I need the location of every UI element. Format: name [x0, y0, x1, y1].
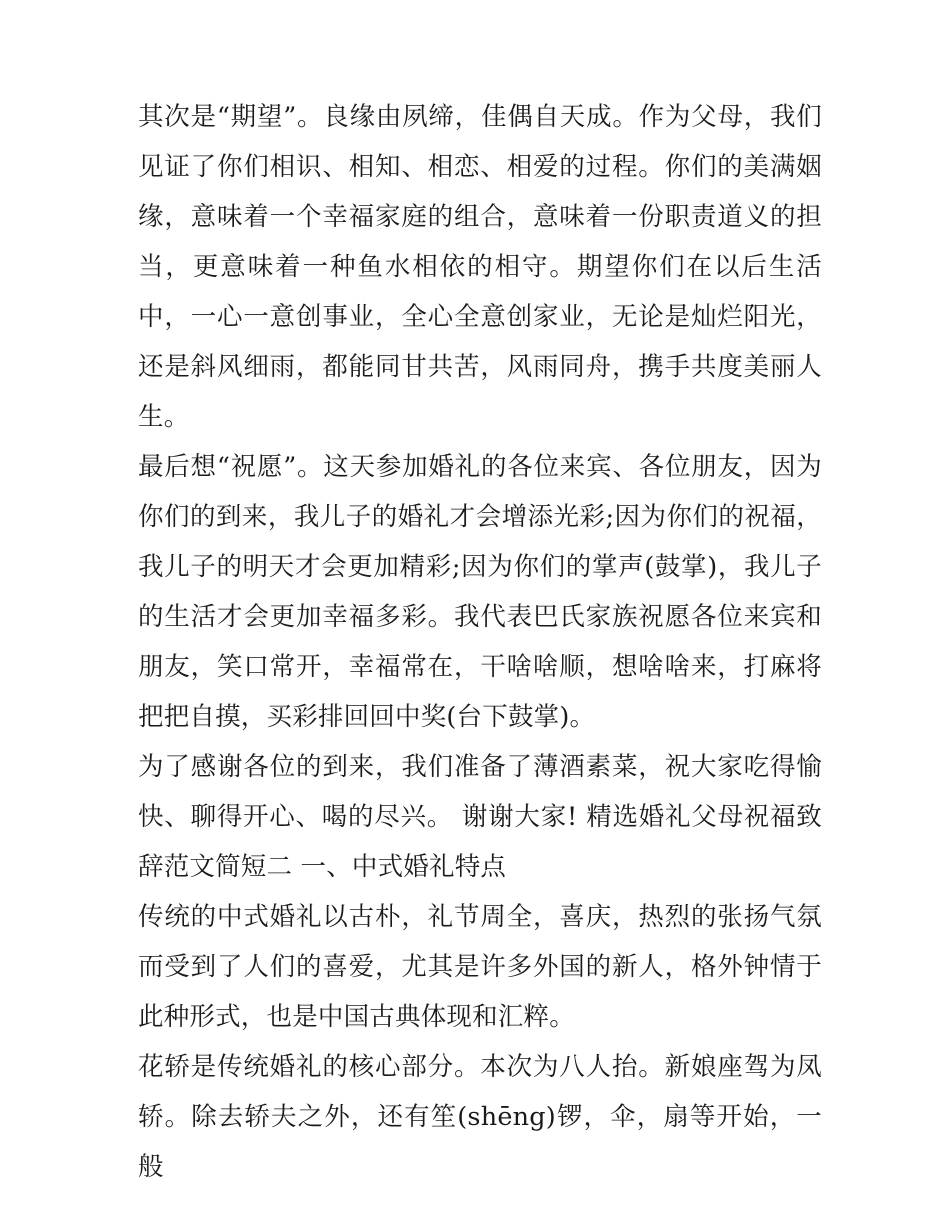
paragraph-1: 其次是“期望”。良缘由夙缔，佳偶自天成。作为父母，我们见证了你们相识、相知、相恋、相爱的过程。你们的美满姻缘，意味着一个幸福家庭的组合，意味着一份职责道义的担当，更意味着一种鱼水相依的相守。期望你们在以后生活中，一心一意创事业，全心全意创家业，无论是灿烂阳光，还是斜风细雨，都能同甘共苦，风雨同舟，携手共度美丽人生。 [138, 102, 822, 432]
paragraph-2: 最后想“祝愿”。这天参加婚礼的各位来宾、各位朋友，因为你们的到来，我儿子的婚礼才会增添光彩;因为你们的祝福，我儿子的明天才会更加精彩;因为你们的掌声(鼓掌)，我儿子的生活才会更加幸福多彩。我代表巴氏家族祝愿各位来宾和朋友，笑口常开，幸福常在，干啥啥顺，想啥啥来，打麻将把把自摸，买彩排回回中奖(台下鼓掌)。 [138, 452, 822, 732]
paragraph-4: 传统的中式婚礼以古朴，礼节周全，喜庆，热烈的张扬气氛而受到了人们的喜爱，尤其是许多外国的新人，格外钟情于此种形式，也是中国古典体现和汇粹。 [138, 902, 822, 1032]
paragraph-3: 为了感谢各位的到来，我们准备了薄酒素菜，祝大家吃得愉快、聊得开心、喝的尽兴。 谢谢大家! 精选婚礼父母祝福致辞范文简短二 一、中式婚礼特点 [138, 752, 822, 882]
paragraph-5: 花轿是传统婚礼的核心部分。本次为八人抬。新娘座驾为凤轿。除去轿夫之外，还有笙(shēng)锣，伞，扇等开始，一般 [138, 1052, 822, 1182]
document-body [138, 92, 822, 1192]
